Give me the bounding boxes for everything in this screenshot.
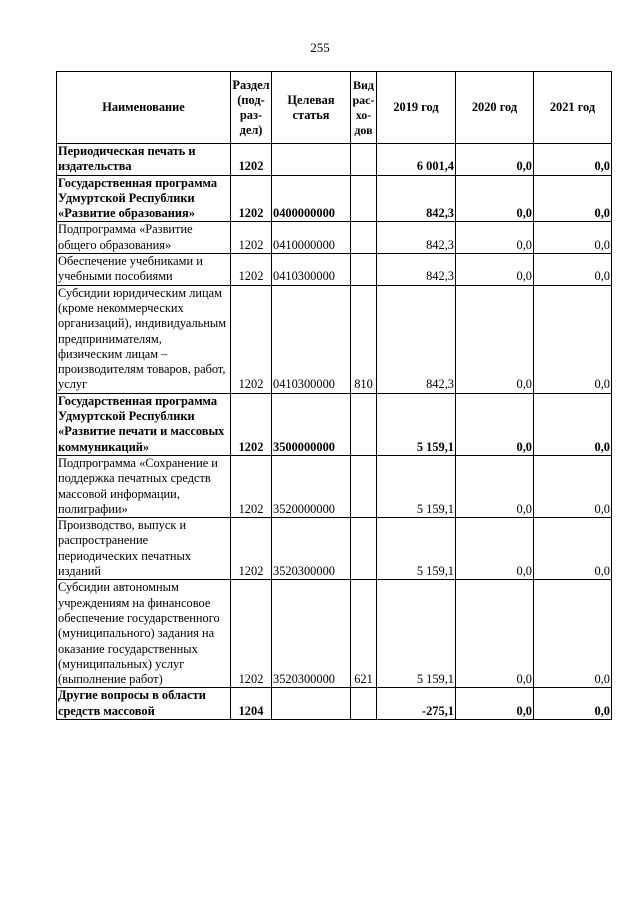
header-name: Наименование (57, 72, 231, 144)
row-2019: 842,3 (377, 285, 456, 393)
row-2020: 0,0 (456, 688, 534, 720)
header-2020: 2020 год (456, 72, 534, 144)
row-2019: 5 159,1 (377, 580, 456, 688)
header-razdel: Раздел (под-раз-дел) (231, 72, 272, 144)
row-name: Субсидии автономным учреждениям на финансовое обеспечение государственного (муниципального) задания на оказание государственных (муниципальных) услуг (выполнение работ) (57, 580, 231, 688)
row-name: Субсидии юридическим лицам (кроме некоммерческих организаций), индивидуальным предпринимателям, физическим лицам – производителям товаров, работ, услуг (57, 285, 231, 393)
row-vid (351, 455, 377, 517)
header-celevaya: Целевая статья (272, 72, 351, 144)
row-razdel: 1202 (231, 144, 272, 176)
row-2019: -275,1 (377, 688, 456, 720)
row-razdel: 1202 (231, 580, 272, 688)
table-row (57, 393, 612, 455)
row-celevaya: 0410300000 (272, 285, 351, 393)
row-2020: 0,0 (456, 580, 534, 688)
row-2020: 0,0 (456, 175, 534, 222)
row-2020: 0,0 (456, 393, 534, 455)
table-row (57, 144, 612, 176)
page-number: 255 (310, 40, 330, 55)
table-row (57, 455, 612, 517)
row-celevaya (272, 688, 351, 720)
row-vid: 810 (351, 285, 377, 393)
row-vid (351, 144, 377, 176)
header-2021: 2021 год (534, 72, 612, 144)
table-row (57, 580, 612, 688)
row-2019: 842,3 (377, 175, 456, 222)
row-name: Обеспечение учебниками и учебными пособиями (57, 254, 231, 286)
row-name: Периодическая печать и издательства (57, 144, 231, 176)
row-2019: 5 159,1 (377, 455, 456, 517)
row-name: Производство, выпуск и распространение периодических печатных изданий (57, 518, 231, 580)
row-vid (351, 175, 377, 222)
table-row (57, 688, 612, 720)
row-2020: 0,0 (456, 518, 534, 580)
row-2019: 842,3 (377, 254, 456, 286)
row-2021: 0,0 (534, 175, 612, 222)
row-vid (351, 393, 377, 455)
row-vid (351, 688, 377, 720)
row-razdel: 1202 (231, 393, 272, 455)
row-name: Государственная программа Удмуртской Республики «Развитие образования» (57, 175, 231, 222)
row-celevaya: 3520000000 (272, 455, 351, 517)
row-razdel: 1202 (231, 222, 272, 254)
row-2021: 0,0 (534, 285, 612, 393)
budget-table (56, 71, 612, 720)
row-razdel: 1202 (231, 518, 272, 580)
row-2019: 5 159,1 (377, 393, 456, 455)
row-razdel: 1202 (231, 175, 272, 222)
row-razdel: 1204 (231, 688, 272, 720)
row-celevaya: 0410000000 (272, 222, 351, 254)
row-2020: 0,0 (456, 455, 534, 517)
row-2021: 0,0 (534, 580, 612, 688)
row-vid (351, 254, 377, 286)
row-razdel: 1202 (231, 455, 272, 517)
row-2019: 842,3 (377, 222, 456, 254)
row-2021: 0,0 (534, 144, 612, 176)
row-2021: 0,0 (534, 254, 612, 286)
row-celevaya: 0410300000 (272, 254, 351, 286)
row-razdel: 1202 (231, 254, 272, 286)
row-vid (351, 518, 377, 580)
table-row (57, 175, 612, 222)
table-body (57, 144, 612, 720)
row-2020: 0,0 (456, 254, 534, 286)
row-razdel: 1202 (231, 285, 272, 393)
row-2021: 0,0 (534, 222, 612, 254)
row-2021: 0,0 (534, 688, 612, 720)
row-2019: 6 001,4 (377, 144, 456, 176)
table-row (57, 254, 612, 286)
row-vid: 621 (351, 580, 377, 688)
row-celevaya: 0400000000 (272, 175, 351, 222)
header-2019: 2019 год (377, 72, 456, 144)
table-header-row (57, 72, 612, 144)
row-name: Другие вопросы в области средств массовой (57, 688, 231, 720)
row-2021: 0,0 (534, 455, 612, 517)
row-name: Подпрограмма «Развитие общего образования» (57, 222, 231, 254)
row-2020: 0,0 (456, 144, 534, 176)
row-name: Подпрограмма «Сохранение и поддержка печатных средств массовой информации, полиграфии» (57, 455, 231, 517)
row-2021: 0,0 (534, 393, 612, 455)
row-2021: 0,0 (534, 518, 612, 580)
header-vid: Вид рас-хо-дов (351, 72, 377, 144)
row-vid (351, 222, 377, 254)
row-2019: 5 159,1 (377, 518, 456, 580)
row-name: Государственная программа Удмуртской Республики «Развитие печати и массовых коммуникаций» (57, 393, 231, 455)
table-row (57, 518, 612, 580)
row-celevaya (272, 144, 351, 176)
table-row (57, 285, 612, 393)
table-row (57, 222, 612, 254)
row-celevaya: 3520300000 (272, 580, 351, 688)
row-celevaya: 3500000000 (272, 393, 351, 455)
row-celevaya: 3520300000 (272, 518, 351, 580)
row-2020: 0,0 (456, 285, 534, 393)
row-2020: 0,0 (456, 222, 534, 254)
